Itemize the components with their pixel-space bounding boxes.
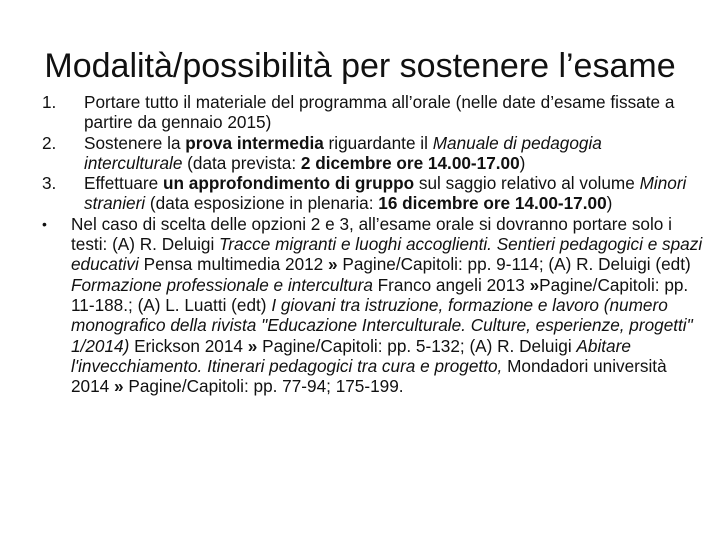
item-text bbox=[84, 92, 674, 132]
text-run-normal: ) bbox=[519, 152, 526, 173]
text-run-normal: Pagine/Capitoli: pp. 11-188.; (A) L. Luatti (edt) bbox=[71, 274, 689, 315]
text-run-italic: I giovani tra istruzione, formazione e lavoro (numero monografico della rivista "Educazione Interculturale. Culture, esperienze, progetti" 1/2014) bbox=[71, 294, 693, 356]
text-run-normal: Pagine/Capitoli: pp. 77-94; 175-199. bbox=[123, 376, 404, 397]
text-run-normal: Nel caso di scelta delle opzioni 2 e 3, all’esame orale si dovranno portare solo i testi: (A) R. Deluigi bbox=[71, 213, 672, 255]
text-run-bold: un approfondimento di gruppo bbox=[163, 173, 415, 194]
numbered-item-3 bbox=[30, 173, 705, 214]
text-run-italic: Tracce migranti e luoghi accoglienti. Sentieri pedagogici e spazi educativi bbox=[71, 234, 703, 275]
item-number: 2. bbox=[42, 132, 57, 153]
text-run-normal: Mondadori università 2014 bbox=[71, 355, 667, 397]
text-run-normal: Portare tutto il materiale del programma all’orale (nelle date d’esame fissate a partire da gennaio 2015) bbox=[84, 92, 675, 133]
text-run-normal: Sostenere la bbox=[84, 132, 186, 153]
text-run-normal: (data prevista: bbox=[182, 152, 301, 173]
text-run-bold: 2 dicembre ore 14.00-17.00 bbox=[300, 152, 520, 173]
item-number: 1. bbox=[42, 92, 57, 112]
slide-title: Modalità/possibilità per sostenere l’esame bbox=[44, 47, 676, 85]
text-run-italic: Manuale di pedagogia interculturale bbox=[84, 132, 602, 173]
numbered-item-1 bbox=[30, 92, 705, 133]
text-run-normal: Pagine/Capitoli: pp. 5-132; (A) R. Deluigi bbox=[257, 335, 577, 356]
text-run-bold: » bbox=[114, 376, 124, 397]
text-run-bold: » bbox=[529, 274, 540, 295]
item-number: 3. bbox=[42, 173, 57, 194]
text-run-bold: prova intermedia bbox=[185, 132, 324, 153]
bullet-marker: • bbox=[42, 215, 47, 232]
text-run-normal: Franco angeli 2013 bbox=[372, 274, 530, 295]
numbered-item-2 bbox=[30, 133, 705, 174]
text-run-italic: Formazione professionale e intercultura bbox=[71, 274, 373, 295]
text-run-normal: Pensa multimedia 2012 bbox=[138, 254, 329, 275]
item-text bbox=[84, 133, 602, 173]
text-run-normal: (data esposizione in plenaria: bbox=[145, 193, 379, 214]
item-text bbox=[84, 173, 686, 213]
text-run-normal: ) bbox=[606, 193, 613, 214]
text-run-normal: riguardante il bbox=[323, 132, 433, 153]
text-run-bold: 16 dicembre ore 14.00-17.00 bbox=[378, 193, 607, 214]
text-run-bold: » bbox=[247, 335, 258, 356]
text-run-normal: sul saggio relativo al volume bbox=[414, 173, 640, 194]
text-run-normal: Effettuare bbox=[84, 173, 163, 194]
slide-content bbox=[30, 92, 705, 396]
text-run-italic: Abitare l'invecchiamento. Itinerari pedagogici tra cura e progetto, bbox=[71, 335, 631, 376]
text-run-normal: Pagine/Capitoli: pp. 9-114; (A) R. Deluigi (edt) bbox=[337, 254, 691, 275]
note-text bbox=[71, 214, 702, 396]
text-run-italic: Minori stranieri bbox=[84, 173, 687, 214]
text-run-bold: » bbox=[328, 254, 338, 275]
bullet-item-note bbox=[30, 214, 705, 397]
text-run-normal: Erickson 2014 bbox=[129, 335, 248, 356]
